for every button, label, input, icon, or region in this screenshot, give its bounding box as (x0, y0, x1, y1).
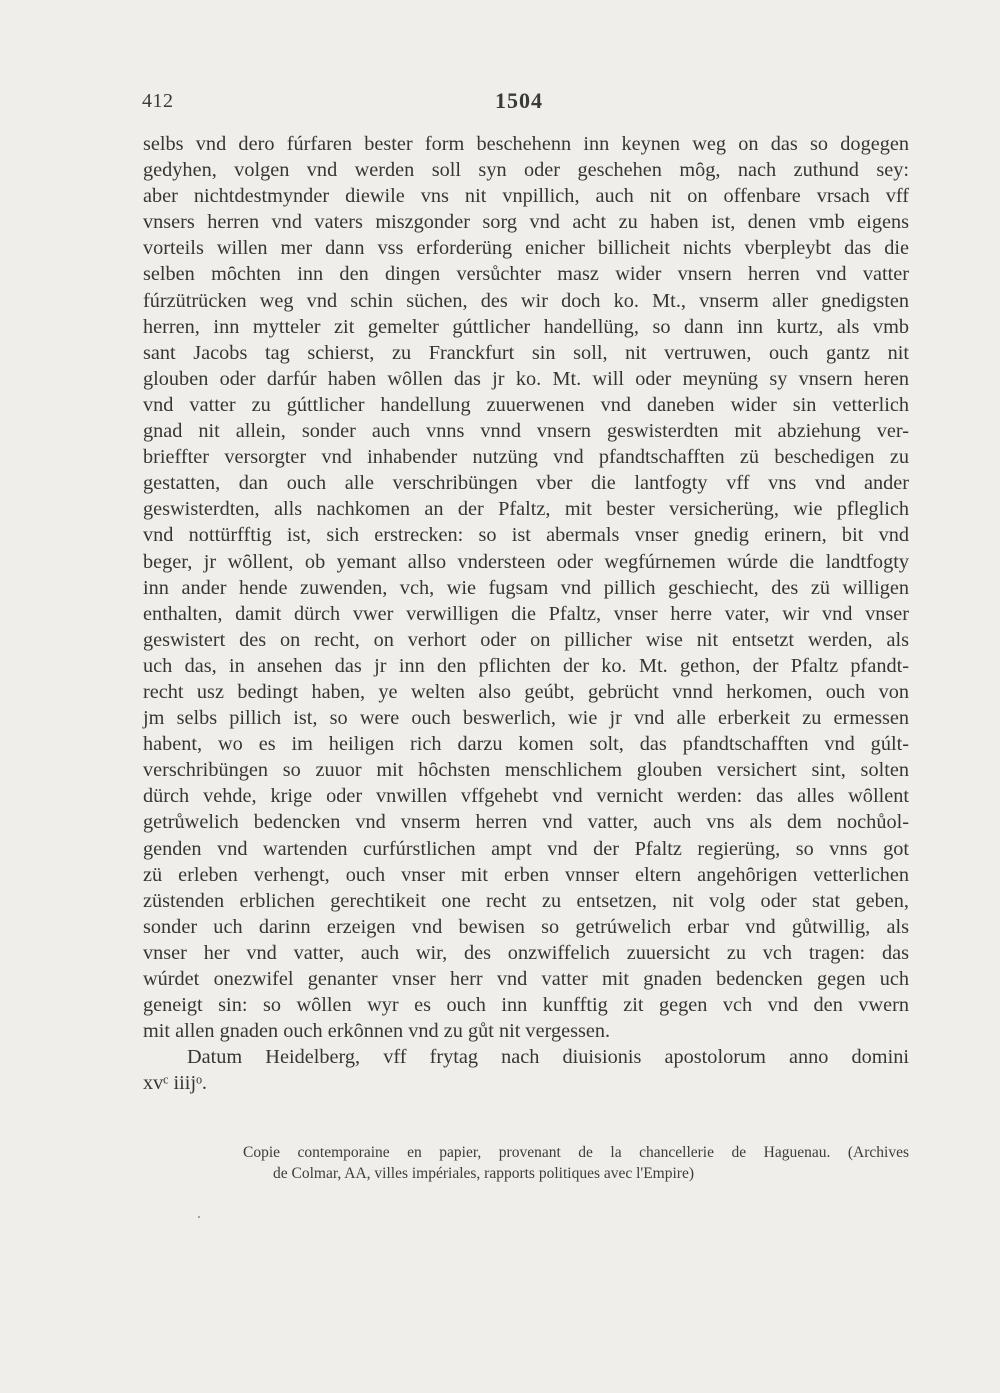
text-line: herren, inn mytteler zit gemelter gúttlicher handellüng, so dann inn kurtz, als vmb (143, 315, 909, 338)
text-line: selbs vnd dero fúrfaren bester form beschehenn inn keynen weg on das so dogegen (143, 133, 909, 155)
text-line: selben mȏchten inn den dingen versůchter masz wider vnsern herren vnd vatter (143, 263, 909, 286)
text-line: vnsers herren vnd vaters miszgonder sorg vnd acht zu haben ist, denen vmb eigens (143, 211, 909, 234)
text-line: vnd nottürfftig ist, sich erstrecken: so ist abermals vnser gnedig erinern, bit vnd (143, 524, 909, 547)
text-line: glouben oder darfúr haben wȏllen das jr ko. Mt. will oder meynüng sy vnsern heren (143, 367, 909, 390)
text-line: verschribüngen so zuuor mit hȏchsten menschlichem glouben versichert sint, solten (143, 759, 909, 782)
text-line: gestatten, dan ouch alle verschribüngen vber die lantfogty vff vns vnd ander (143, 472, 909, 495)
text-line: genden vnd wartenden curfúrstlichen ampt vnd der Pfaltz regierüng, so vnns got (143, 837, 909, 860)
text-line: zü erleben verhengt, ouch vnser mit erben vnnser eltern angehȏrigen vetterlichen (143, 863, 909, 886)
text-line: vnser her vnd vatter, auch wir, des onzwiffelich zuuersicht zu vch tragen: das (143, 941, 909, 964)
text-line: sant Jacobs tag schierst, zu Franckfurt sin soll, nit vertruwen, ouch gantz nit (143, 341, 909, 364)
text-line: vorteils willen mer dann vss erforderüng enicher billicheit nichts vberpleybt das die (143, 237, 909, 260)
text-line: getrůwelich bedencken vnd vnserm herren vnd vatter, auch vns als dem nochůol- (143, 811, 909, 834)
text-line: recht usz bedingt haben, ye welten also geúbt, gebrücht vnnd herkomen, ouch von (143, 680, 909, 703)
source-note (243, 1142, 909, 1184)
text-line: sonder uch darinn erzeigen vnd bewisen so getrúwelich erbar vnd gůtwillig, als (143, 915, 909, 938)
running-header (142, 90, 910, 120)
text-line: enthalten, damit dürch vwer verwilligen die Pfaltz, vnser herre vater, wir vnd vnser (143, 602, 909, 625)
text-line: inn ander hende zuwenden, vch, wie fugsam vnd pillich geschiecht, des zü willigen (143, 576, 909, 599)
text-line: brieffter versorgter vnd inhabender nutzüng vnd pfandtschafften zü beschedigen zu (143, 446, 909, 469)
text-line: züstenden erblichen gerechtikeit one recht zu entsetzen, nit volg oder stat geben, (143, 889, 909, 912)
page-number: 412 (142, 90, 174, 112)
text-line: fúrzütrücken weg vnd schin süchen, des wir doch ko. Mt., vnserm aller gnedigsten (143, 289, 909, 312)
text-line: jm selbs pillich ist, so were ouch beswerlich, wie jr vnd alle erberkeit zu ermessen (143, 707, 909, 730)
text-line: aber nichtdestmynder diewile vns nit vnpillich, auch nit on offenbare vrsach vff (143, 185, 909, 208)
text-line: geneigt sin: so wȏllen wyr es ouch inn kunfftig zit gegen vch vnd den vwern (143, 994, 909, 1017)
text-line: gnad nit allein, sonder auch vnns vnnd vnsern geswisterdten mit abziehung ver- (143, 420, 909, 443)
text-line: dürch vehde, krige oder vnwillen vffgehebt vnd vernicht werden: das alles wȏllent (143, 785, 909, 808)
text-line: geswistert des on recht, on verhort oder on pillicher wise nit entsetzt werden, als (143, 628, 909, 651)
letter-body (143, 131, 909, 1096)
text-line: habent, wo es im heiligen rich darzu komen solt, das pfandtschafften vnd gúlt- (143, 733, 909, 756)
header-year: 1504 (495, 88, 543, 113)
dating-year-line: xvᶜ iiijᵒ. (143, 1072, 207, 1095)
source-note-line: de Colmar, AA, villes impériales, rapports politiques avec l'Empire) (273, 1165, 694, 1182)
text-line: wúrdet onezwifel genanter vnser herr vnd vatter mit gnaden bedencken gegen uch (143, 968, 909, 990)
paper-speck (198, 1216, 200, 1218)
text-line: uch das, in ansehen das jr inn den pflichten der ko. Mt. gethon, der Pfaltz pfandt- (143, 654, 909, 677)
text-line: geswisterdten, alls nachkomen an der Pfaltz, mit bester versicherüng, wie pfleglich (143, 498, 909, 521)
text-line: beger, jr wȏllent, ob yemant allso vndersteen oder wegfúrnemen wúrde die landtfogty (143, 550, 909, 573)
text-line: mit allen gnaden ouch erkȏnnen vnd zu gůt nit vergessen. (143, 1020, 611, 1043)
text-line: gedyhen, volgen vnd werden soll syn oder geschehen mȏg, nach zuthund sey: (143, 159, 909, 182)
dating-line: Datum Heidelberg, vff frytag nach diuisionis apostolorum anno domini (187, 1046, 909, 1069)
source-note-line: Copie contemporaine en papier, provenant de la chancellerie de Haguenau. (Archives (243, 1144, 909, 1161)
text-line: vnd vatter zu gúttlicher handellung zuuerwenen vnd daneben wider sin vetterlich (143, 393, 909, 416)
